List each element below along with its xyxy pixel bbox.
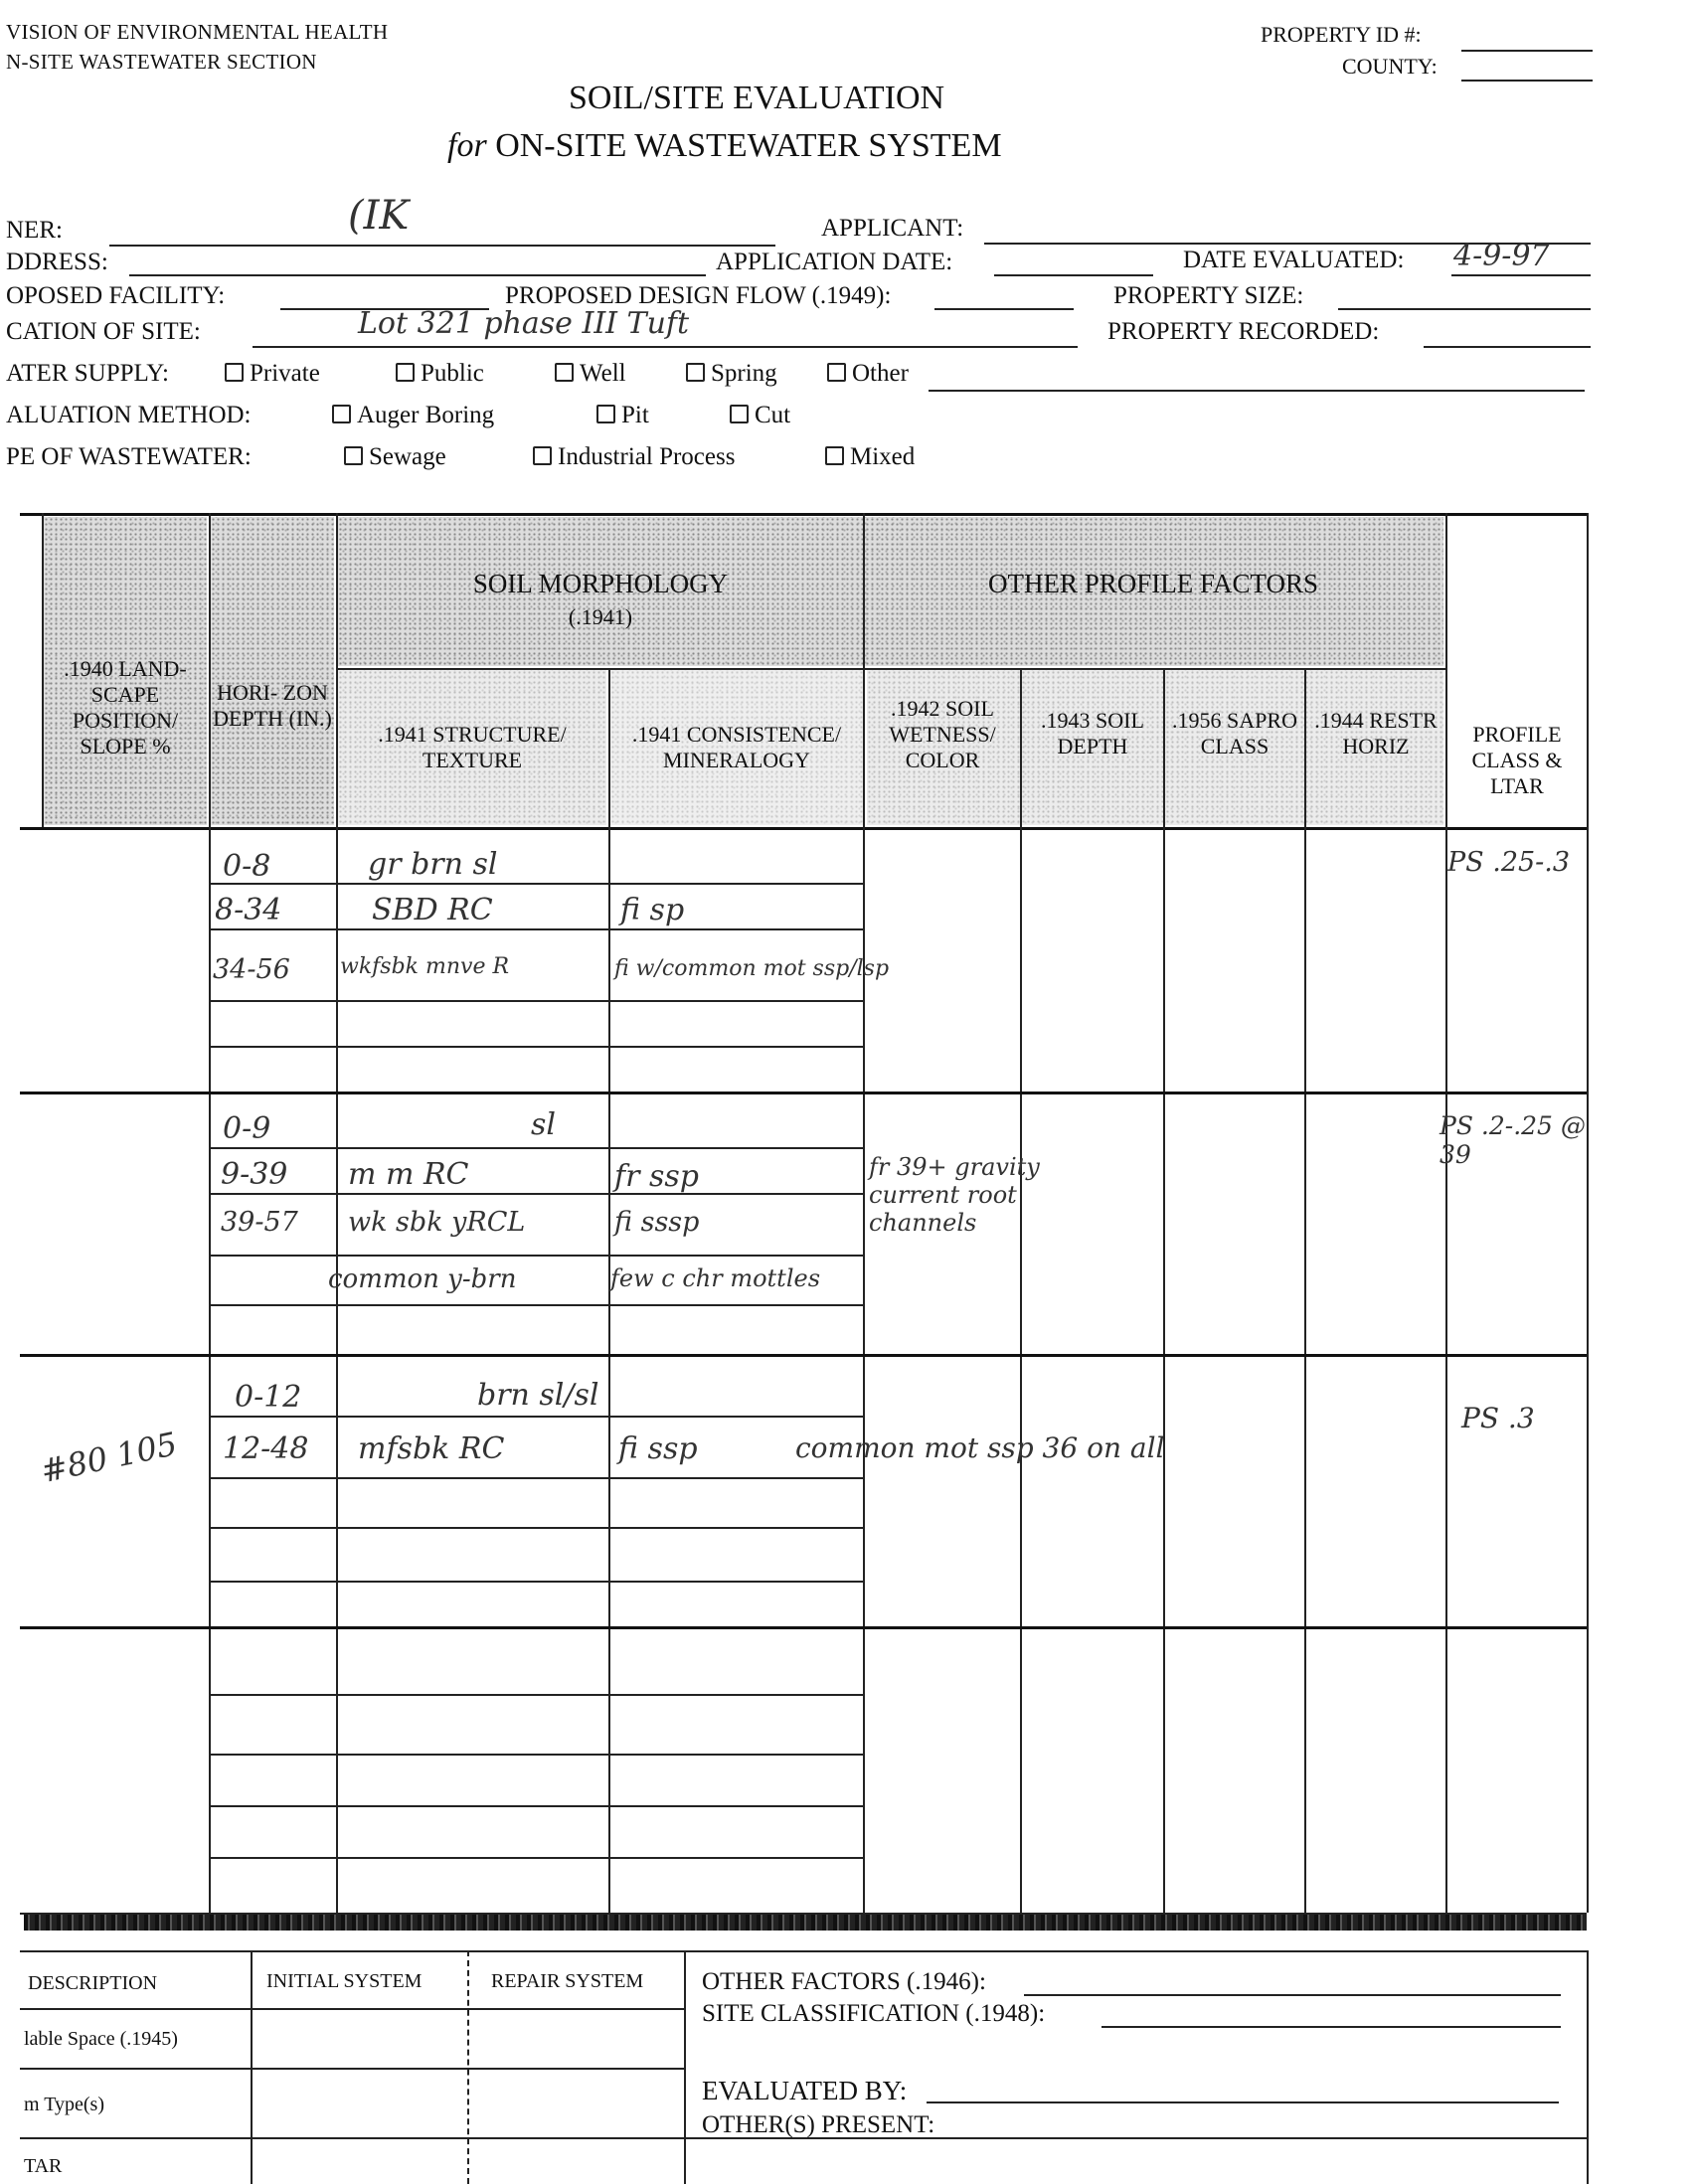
col-header-soil-morphology-code: (.1941): [568, 604, 633, 629]
row-line: [209, 1304, 863, 1306]
other-factors-label: OTHER FACTORS (.1946):: [702, 1968, 986, 1995]
other-factors-field[interactable]: [1024, 1994, 1561, 1996]
applicant-label: APPLICANT:: [821, 215, 964, 242]
p2-texture-2: m m RC: [348, 1157, 469, 1192]
table-bottom-bar: [24, 1915, 1587, 1931]
row-line: [209, 1857, 863, 1859]
row-line: [209, 1754, 863, 1756]
water-other-field[interactable]: [929, 390, 1585, 392]
option-label: Cut: [755, 402, 791, 428]
row-line: [209, 1477, 863, 1479]
col-header-landscape: .1940 LAND- SCAPE POSITION/ SLOPE %: [64, 656, 187, 758]
option-label: Private: [250, 360, 320, 387]
checkbox-box: [332, 405, 351, 423]
p3-profile-class: PS .3: [1461, 1402, 1535, 1434]
water-well-checkbox[interactable]: [555, 360, 626, 388]
option-label: Auger Boring: [357, 402, 495, 428]
p1-profile-class: PS .25-.3: [1447, 847, 1571, 878]
header-shade: [211, 517, 334, 825]
col-header-consistence: .1941 CONSISTENCE/ MINERALOGY: [631, 722, 842, 772]
p1-texture-2: SBD RC: [372, 893, 493, 927]
p1-consistence-2: fi sp: [620, 893, 685, 927]
owner-field[interactable]: [109, 245, 775, 247]
row-line: [20, 2137, 684, 2139]
p1-depth-2: 8-34: [215, 893, 282, 927]
option-label: Well: [580, 360, 626, 387]
option-label: Pit: [621, 402, 649, 428]
others-present-field[interactable]: [970, 2137, 1559, 2139]
row-line: [209, 1046, 863, 1048]
p1-consistence-3: fi w/common mot ssp/lsp: [614, 956, 890, 981]
col-line: [863, 513, 865, 1913]
p2-other-factors: fr 39+ gravity current root channels: [869, 1153, 1040, 1237]
checkbox-box: [533, 446, 552, 465]
property-id-label: PROPERTY ID #:: [1261, 22, 1422, 47]
p1-texture-3: wkfsbk mnve R: [340, 954, 510, 979]
col-line: [1445, 513, 1447, 1913]
evaluated-by-label: EVALUATED BY:: [702, 2076, 908, 2105]
col-header-horizon-depth: HORI- ZON DEPTH (IN.): [213, 680, 332, 731]
water-public-checkbox[interactable]: [396, 360, 484, 388]
p3-texture-1: brn sl/sl: [477, 1378, 599, 1413]
summary-col-repair: REPAIR SYSTEM: [491, 1970, 644, 1992]
p3-depth-2: 12-48: [223, 1431, 309, 1466]
method-pit-checkbox[interactable]: [596, 402, 649, 429]
p1-depth-3: 34-56: [213, 954, 290, 985]
evaluation-method-label: ALUATION METHOD:: [6, 402, 252, 428]
col-line: [336, 513, 338, 1913]
option-label: Public: [421, 360, 484, 387]
p2-consistence-3: fi sssp: [614, 1207, 700, 1238]
p2-depth-2: 9-39: [221, 1157, 288, 1192]
col-line: [1020, 668, 1022, 1913]
row-line: [209, 883, 863, 885]
col-line: [1587, 513, 1589, 1913]
row-line: [209, 1193, 863, 1195]
summary-row-type: m Type(s): [24, 2094, 104, 2115]
p3-depth-1: 0-12: [235, 1380, 302, 1415]
p3-consistence-2: fi ssp: [618, 1431, 698, 1466]
col-line: [1304, 668, 1306, 1913]
header-divider: [338, 668, 1447, 670]
profile-separator: [20, 1626, 1587, 1629]
application-date-label: APPLICATION DATE:: [716, 249, 953, 275]
water-spring-checkbox[interactable]: [686, 360, 777, 388]
checkbox-box: [730, 405, 749, 423]
checkbox-box: [555, 363, 574, 382]
col-header-soil-depth: .1943 SOIL DEPTH: [1041, 708, 1144, 758]
form-title: SOIL/SITE EVALUATION: [569, 80, 945, 116]
summary-row-space: lable Space (.1945): [24, 2028, 178, 2050]
profile-separator: [20, 1092, 1587, 1094]
p2-depth-3: 39-57: [221, 1207, 298, 1238]
design-flow-label: PROPOSED DESIGN FLOW (.1949):: [505, 282, 892, 309]
section-name: N-SITE WASTEWATER SECTION: [6, 50, 317, 74]
row-line: [209, 1147, 863, 1149]
row-line: [209, 1581, 863, 1583]
table-top-border: [20, 513, 1587, 516]
p3-other-factors: common mot ssp 36 on all: [795, 1431, 1165, 1464]
p3-landscape: #80 105: [37, 1425, 181, 1491]
row-line: [209, 1527, 863, 1529]
property-id-field[interactable]: [1461, 50, 1593, 52]
p2-texture-3: wk sbk yRCL: [348, 1207, 526, 1238]
row-line: [209, 928, 863, 930]
p1-depth-1: 0-8: [223, 849, 271, 884]
summary-right-border: [1587, 1950, 1589, 2184]
p2-consistence-2: fr ssp: [614, 1159, 699, 1194]
county-field[interactable]: [1461, 80, 1593, 82]
col-header-restr: .1944 RESTR HORIZ: [1314, 708, 1438, 758]
p2-texture-4: common y-brn: [328, 1264, 517, 1294]
site-classification-label: SITE CLASSIFICATION (.1948):: [702, 2000, 1046, 2027]
checkbox-box: [344, 446, 363, 465]
others-present-label: OTHER(S) PRESENT:: [702, 2111, 935, 2138]
division-name: VISION OF ENVIRONMENTAL HEALTH: [6, 20, 389, 44]
row-line: [209, 1255, 863, 1257]
evaluated-by-field[interactable]: [927, 2101, 1559, 2103]
option-label: Industrial Process: [558, 443, 736, 470]
address-label: DDRESS:: [6, 249, 108, 275]
method-auger-checkbox[interactable]: [332, 402, 494, 429]
water-private-checkbox[interactable]: [225, 360, 320, 388]
col-header-structure: .1941 STRUCTURE/ TEXTURE: [378, 722, 567, 772]
col-header-sapro: .1956 SAPRO CLASS: [1172, 708, 1297, 758]
site-classification-field[interactable]: [1101, 2026, 1561, 2028]
location-label: CATION OF SITE:: [6, 318, 201, 345]
wastewater-industrial-checkbox[interactable]: [533, 443, 735, 471]
date-evaluated-value: 4-9-97: [1453, 239, 1550, 273]
option-label: Mixed: [850, 443, 916, 470]
property-size-label: PROPERTY SIZE:: [1113, 282, 1304, 309]
col-header-soil-morphology: SOIL MORPHOLOGY: [472, 569, 729, 598]
p2-texture-1: sl: [531, 1107, 556, 1142]
location-field[interactable]: [253, 346, 1078, 348]
checkbox-box: [396, 363, 415, 382]
proposed-facility-label: OPOSED FACILITY:: [6, 282, 226, 309]
profile-separator: [20, 1354, 1587, 1357]
option-label: Spring: [711, 360, 777, 387]
owner-value: (IK: [348, 193, 410, 239]
p3-texture-2: mfsbk RC: [358, 1431, 505, 1466]
wastewater-sewage-checkbox[interactable]: [344, 443, 446, 471]
p2-profile-class: PS .2-.25 @ 39: [1440, 1111, 1586, 1169]
property-recorded-label: PROPERTY RECORDED:: [1107, 318, 1380, 345]
wastewater-mixed-checkbox[interactable]: [825, 443, 915, 471]
title-subtitle-text: ON-SITE WASTEWATER SYSTEM: [495, 127, 1002, 164]
application-date-field[interactable]: [994, 274, 1153, 276]
p2-depth-1: 0-9: [223, 1111, 271, 1146]
checkbox-box: [225, 363, 244, 382]
summary-top-border: [20, 1950, 1587, 1952]
col-header-profile-class: PROFILE CLASS & LTAR: [1471, 722, 1563, 798]
row-line: [209, 1805, 863, 1807]
summary-col-description: DESCRIPTION: [28, 1972, 158, 1994]
row-line: [209, 1416, 863, 1418]
method-cut-checkbox[interactable]: [730, 402, 790, 429]
col-header-other-factors: OTHER PROFILE FACTORS: [987, 569, 1319, 598]
water-other-checkbox[interactable]: [827, 360, 909, 388]
water-supply-label: ATER SUPPLY:: [6, 360, 169, 387]
header-bottom-border: [20, 827, 1587, 830]
property-recorded-field[interactable]: [1424, 346, 1591, 348]
option-label: Other: [852, 360, 909, 387]
county-label: COUNTY:: [1342, 54, 1438, 79]
summary-col-initial: INITIAL SYSTEM: [266, 1970, 423, 1992]
row-line: [209, 1000, 863, 1002]
title-for: for: [447, 127, 487, 164]
p1-texture-1: gr brn sl: [368, 847, 498, 882]
design-flow-field[interactable]: [934, 308, 1074, 310]
wastewater-type-label: PE OF WASTEWATER:: [6, 443, 252, 470]
col-header-wetness: .1942 SOIL WETNESS/ COLOR: [889, 696, 996, 772]
col-line: [1163, 668, 1165, 1913]
form-subtitle: [447, 127, 1002, 165]
date-evaluated-field[interactable]: [1451, 274, 1591, 276]
row-line: [20, 2008, 684, 2010]
option-label: Sewage: [369, 443, 446, 470]
p2-consistence-4: few c chr mottles: [610, 1264, 821, 1292]
location-value: Lot 321 phase III Tuft: [358, 306, 690, 341]
property-size-field[interactable]: [1338, 308, 1591, 310]
checkbox-box: [596, 405, 615, 423]
checkbox-box: [825, 446, 844, 465]
checkbox-box: [686, 363, 705, 382]
owner-label: NER:: [6, 217, 63, 244]
col-line: [684, 1950, 686, 2184]
checkbox-box: [827, 363, 846, 382]
row-line: [20, 2068, 684, 2070]
summary-row-ltar: TAR: [24, 2155, 63, 2177]
address-field[interactable]: [129, 274, 706, 276]
date-evaluated-label: DATE EVALUATED:: [1183, 247, 1405, 273]
row-line: [209, 1694, 863, 1696]
